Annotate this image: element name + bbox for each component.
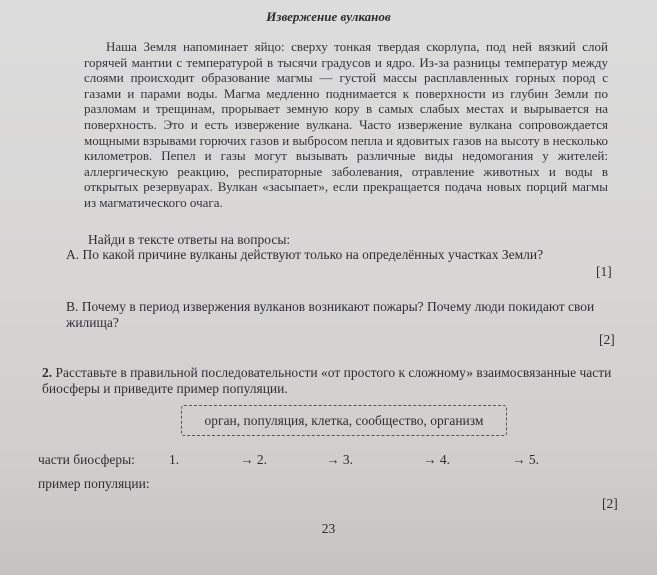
biosphere-parts-label: части биосферы:: [38, 452, 135, 467]
score-2: [2]: [602, 496, 618, 511]
task-2-text: Расставьте в правильной последовательности «от простого к сложному» взаимосвязанные части биосферы и приведите пример популяции.: [42, 365, 612, 396]
page-number: 23: [321, 521, 336, 536]
answer-slot-1[interactable]: 1.: [169, 452, 180, 467]
page-title: Извержение вулканов: [266, 9, 391, 24]
answer-slot-2[interactable]: → 2.: [240, 452, 267, 467]
task-2: [42, 365, 622, 397]
population-example-label: пример популяции:: [38, 476, 150, 491]
passage-text: Наша Земля напоминает яйцо: сверху тонкая твердая скорлупа, под ней вязкий слой горячей мантии с температурой в тысячи градусов и ядро. Из-за разницы температур между слоями происходит образование магмы — густой массы расплавленных горных пород с газами и парами воды. Магма медленно поднимается к поверхности из глубин Земли по разломам и трещинам, прорывает земную кору в самых слабых местах и вырывается на поверхность. Это и есть извержение вулкана. Часто извержение вулкана сопровождается мощными взрывами горючих газов и выбросом пепла и ядовитых газов на высоту в несколько километров. Пепел и газы могут вызывать различные виды недомогания у жителей: аллергическую реакцию, респираторные заболевания, отравление животных и воды в открытых резервуарах. Вулкан «засыпает», если прекращается подача новых порций магмы из магматического очага.: [84, 39, 608, 210]
score-b: [2]: [599, 332, 615, 347]
reading-passage: [84, 39, 608, 211]
answer-slot-5[interactable]: → 5.: [512, 452, 539, 467]
question-b: В. Почему в период извержения вулканов возникают пожары? Почему люди покидают свои жилища?: [66, 299, 595, 330]
question-a: А. По какой причине вулканы действуют только на определённых участках Земли?: [66, 247, 544, 262]
questions-intro: Найди в тексте ответы на вопросы:: [88, 232, 291, 247]
task-2-number: 2.: [42, 365, 53, 380]
answer-slot-4[interactable]: → 4.: [423, 452, 450, 467]
score-a: [1]: [596, 264, 612, 279]
word-bank-box: орган, популяция, клетка, сообщество, организм: [181, 405, 507, 436]
answer-slot-3[interactable]: → 3.: [326, 452, 353, 467]
